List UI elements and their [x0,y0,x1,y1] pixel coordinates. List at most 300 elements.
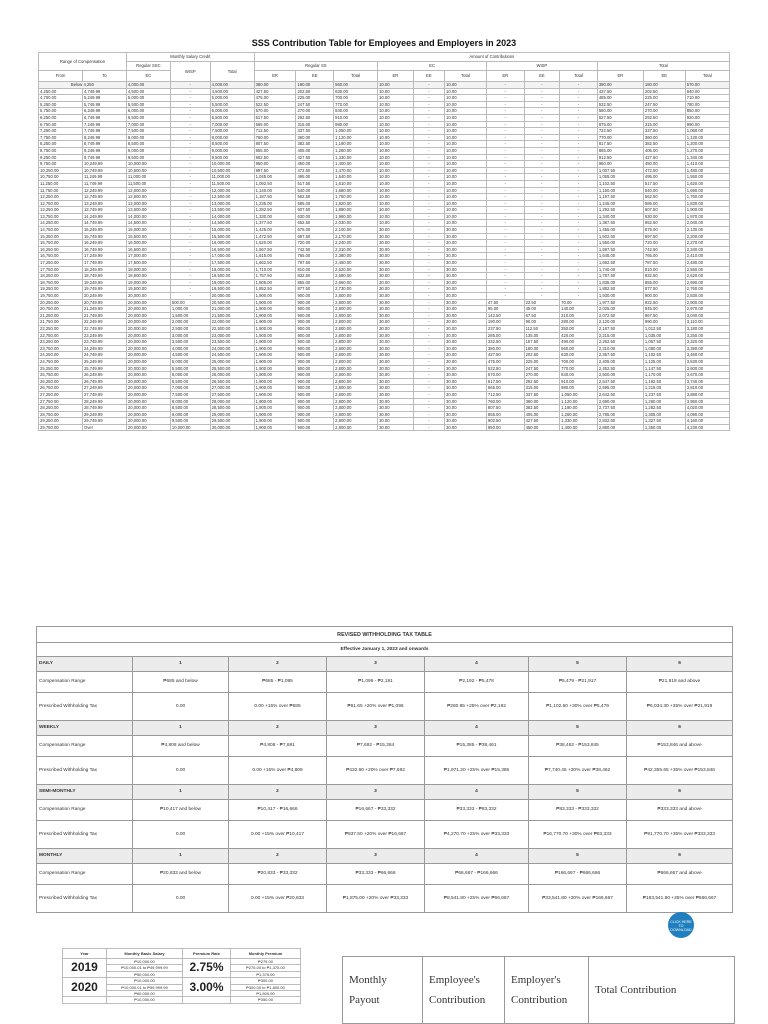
sss-cell: 540.00 [643,187,685,194]
compensation-range-label: Compensation Range [37,800,133,821]
sss-cell: 770.00 [597,134,643,141]
sss-cell: 29,749.99 [82,418,126,425]
sss-cell: 950.00 [486,424,524,431]
sss-cell: 1,852.50 [254,286,296,293]
sss-cell: 1,900.00 [254,391,296,398]
sss-cell: 540.00 [296,187,334,194]
sss-cell: 202.50 [524,352,560,359]
sss-cell: 10,000.00 [126,161,170,168]
sss-cell: - [560,88,598,95]
sss-cell: 10.00 [378,121,414,128]
sss-cell: 20,500.00 [210,299,254,306]
sss-cell: 10.00 [445,187,487,194]
compensation-range-cell: ₱5,479 - ₱21,917 [529,672,627,693]
header-ee: EE [296,71,334,82]
sss-cell: 17,000.00 [126,253,170,260]
sss-cell: - [486,260,524,267]
sss-cell: 1,882.50 [597,286,643,293]
sss-cell: 1,520.00 [254,240,296,247]
compensation-range-cell: ₱7,692 - ₱15,384 [327,736,425,757]
sss-cell: - [560,220,598,227]
sss-cell: 4,500.00 [126,88,170,95]
sss-cell: 2,785.00 [597,411,643,418]
sss-cell: 630.00 [643,213,685,220]
sss-cell: - [560,266,598,273]
philhealth-premium: ₱350.00 [231,997,301,1003]
sss-cell: 12,000.00 [126,187,170,194]
sss-cell: 30.00 [378,378,414,385]
pagibig-header: Total Contribution [589,957,735,1024]
sss-cell: - [486,194,524,201]
sss-cell: 2,167.50 [597,325,643,332]
sss-cell: - [560,121,598,128]
sss-cell: 1,410.00 [685,161,729,168]
sss-cell: 427.50 [486,352,524,359]
sss-cell: 1,080.00 [643,345,685,352]
sss-cell: 17,250.00 [39,260,83,267]
sss-cell: 20,000.00 [126,424,170,431]
sss-cell: 30.00 [445,391,487,398]
sss-cell: 1,120.00 [334,134,378,141]
sss-cell: 12,250.00 [39,194,83,201]
sss-cell: 13,750.00 [39,213,83,220]
sss-cell: 20,000.00 [126,378,170,385]
tax-bracket-number: 6 [627,785,733,800]
sss-cell: - [524,200,560,207]
sss-cell: 770.00 [560,365,598,372]
sss-cell: 1,500.00 [170,312,210,319]
tax-bracket-number: 1 [133,721,229,736]
withholding-tax-cell: ₱432.60 +20% over ₱7,692 [327,757,425,785]
sss-cell: 27,749.99 [82,391,126,398]
sss-cell: 12,749.99 [82,194,126,201]
sss-cell: 1,235.00 [254,200,296,207]
sss-table-row [39,391,730,398]
sss-cell: - [524,273,560,280]
sss-cell: 1,200.00 [685,141,729,148]
sss-cell: 855.00 [296,279,334,286]
sss-cell: 2,800.00 [334,398,378,405]
sss-table-row [39,114,730,121]
sss-cell: 30.00 [445,266,487,273]
sss-cell: 1,260.00 [643,398,685,405]
sss-cell: 1,900.00 [254,378,296,385]
sss-cell: - [560,194,598,201]
sss-cell: Below 4,250 [39,82,127,89]
sss-cell: 24,000.00 [210,345,254,352]
sss-cell: 6,000.00 [126,108,170,115]
sss-cell: 10.00 [445,82,487,89]
sss-table-row [39,365,730,372]
sss-cell: 770.00 [334,101,378,108]
sss-cell: - [486,233,524,240]
sss-cell: 10.00 [378,194,414,201]
sss-cell: 10,000.00 [170,424,210,431]
sss-cell: 270.00 [524,372,560,379]
withholding-tax-cell: ₱8,541.80 +25% over ₱66,667 [425,885,529,913]
sss-cell: 1,340.00 [597,213,643,220]
sss-cell: 700.00 [334,95,378,102]
sss-table-row [39,306,730,313]
sss-cell: 1,900.00 [254,319,296,326]
sss-cell: 13,000.00 [126,200,170,207]
sss-cell: 22.50 [524,299,560,306]
sss-cell: 12,750.00 [39,200,83,207]
sss-cell: 20,000.00 [126,372,170,379]
sss-cell: 13,000.00 [210,200,254,207]
tax-bracket-number: 3 [327,785,425,800]
sss-cell: 1,455.00 [597,227,643,234]
sss-cell: 28,249.99 [82,398,126,405]
philhealth-year: 2019 [63,959,107,978]
sss-cell: 3,040.00 [685,312,729,319]
sss-cell: 10.00 [378,174,414,181]
tax-bracket-number: 2 [229,849,327,864]
pagibig-table [342,956,735,1024]
sss-cell: 10.00 [378,88,414,95]
sss-cell: 30.00 [378,418,414,425]
philhealth-table [62,948,301,1004]
sss-cell: 7,000.00 [126,121,170,128]
sss-cell: 2,310.00 [334,246,378,253]
sss-cell: 18,250.00 [39,273,83,280]
sss-cell: - [170,233,210,240]
sss-cell: 9,249.99 [82,147,126,154]
sss-cell: 562.50 [296,194,334,201]
sss-cell: 20,000.00 [126,345,170,352]
sss-table-row [39,352,730,359]
sss-cell: 2,500.00 [597,372,643,379]
sss-cell: 10.00 [378,180,414,187]
sss-cell: 1,550.00 [685,174,729,181]
sss-cell: 24,249.99 [82,345,126,352]
sss-cell: 390.00 [597,82,643,89]
compensation-range-cell: ₱10,417 and below [133,800,229,821]
sss-cell: - [413,279,444,286]
sss-cell: - [413,253,444,260]
sss-cell: 19,000.00 [126,279,170,286]
sss-table-row [39,339,730,346]
sss-cell: 945.00 [643,306,685,313]
sss-cell: - [560,114,598,121]
header-ec-sub: EC [126,71,170,82]
sss-cell: 9,000.00 [126,147,170,154]
sss-table-title: SSS Contribution Table for Employees and Employers in 2023 [251,38,517,48]
sss-cell: 720.00 [643,240,685,247]
sss-cell: 2,120.00 [597,319,643,326]
sss-cell: 675.00 [643,227,685,234]
sss-cell: 1,130.00 [685,134,729,141]
sss-table-row [39,180,730,187]
sss-cell: 10.00 [378,167,414,174]
sss-cell: 30.00 [445,424,487,431]
sss-cell: - [413,372,444,379]
philhealth-rate [183,997,231,1003]
sss-cell: 1,820.00 [334,200,378,207]
sss-cell: 3,180.00 [685,325,729,332]
sss-cell: - [486,227,524,234]
sss-cell: 1,330.00 [334,154,378,161]
sss-cell: 22,750.00 [39,332,83,339]
sss-cell: 180.00 [643,82,685,89]
sss-cell: 4,000.00 [210,82,254,89]
sss-cell: 247.50 [643,101,685,108]
sss-cell: 28,750.00 [39,411,83,418]
sss-cell: - [413,339,444,346]
sss-cell: 15,000.00 [210,227,254,234]
sss-cell: 1,245.00 [597,200,643,207]
sss-table-row [39,121,730,128]
sss-cell: 1,292.50 [597,207,643,214]
sss-cell: 10.00 [378,207,414,214]
sss-cell: 1,425.00 [254,227,296,234]
sss-cell: 29,250.00 [39,418,83,425]
sss-cell: 17,500.00 [210,260,254,267]
sss-cell: - [413,306,444,313]
sss-cell: 3,390.00 [685,345,729,352]
sss-cell: - [413,114,444,121]
sss-cell: 30.00 [378,299,414,306]
withholding-tax-panel [36,626,733,913]
sss-cell: 1,645.00 [597,253,643,260]
sss-table-row [39,319,730,326]
sss-cell: 1,977.50 [597,299,643,306]
header-total: Total [334,71,378,82]
sss-cell: 337.50 [524,391,560,398]
sss-cell: 1,330.00 [560,418,598,425]
sss-cell: 1,750.00 [334,194,378,201]
sss-cell: 1,900.00 [254,299,296,306]
sss-cell: - [524,101,560,108]
sss-cell: 10.00 [378,82,414,89]
sss-cell: 810.00 [643,266,685,273]
sss-cell: 900.00 [296,424,334,431]
sss-cell: 3,810.00 [685,385,729,392]
sss-cell: 2,340.00 [685,246,729,253]
sss-cell: - [524,114,560,121]
sss-cell: - [170,260,210,267]
sss-cell: 25,249.99 [82,358,126,365]
sss-cell: 570.00 [254,108,296,115]
compensation-range-cell: ₱83,333 - ₱333,332 [529,800,627,821]
sss-cell: 12,500.00 [126,194,170,201]
compensation-range-row [37,672,733,693]
sss-cell: 8,250.00 [39,141,83,148]
tax-period-name: WEEKLY [37,721,133,736]
sss-cell: 2,000.00 [170,319,210,326]
sss-cell: - [560,108,598,115]
sss-cell: 420.00 [560,332,598,339]
sss-cell: 20,249.99 [82,293,126,300]
tax-period-row [37,721,733,736]
sss-table-row [39,398,730,405]
sss-cell: 652.50 [296,220,334,227]
sss-cell: 900.00 [296,306,334,313]
sss-cell: 30.00 [445,286,487,293]
sss-cell: - [413,207,444,214]
sss-table-row [39,411,730,418]
tax-bracket-number: 5 [529,657,627,672]
sss-cell: 20,000.00 [126,293,170,300]
sss-cell: - [170,279,210,286]
sss-cell: 1,900.00 [254,358,296,365]
sss-cell: 18,500.00 [126,273,170,280]
sss-cell: 16,249.99 [82,240,126,247]
sss-table-row [39,273,730,280]
sss-cell: - [413,161,444,168]
sss-cell: 2,130.00 [685,227,729,234]
sss-cell: 30.00 [378,411,414,418]
sss-cell: 490.00 [560,339,598,346]
tax-period-row [37,849,733,864]
sss-cell: - [413,378,444,385]
sss-cell: - [524,147,560,154]
sss-cell: 20,000.00 [210,293,254,300]
sss-cell: 902.50 [486,418,524,425]
sss-cell: 28,250.00 [39,405,83,412]
sss-table-row [39,372,730,379]
sss-cell: 450.00 [524,424,560,431]
sss-cell: - [413,95,444,102]
sss-cell: 4,500.00 [170,352,210,359]
sss-cell: 30.00 [445,227,487,234]
sss-cell: 13,500.00 [126,207,170,214]
sss-cell: 675.00 [296,227,334,234]
sss-cell: - [170,207,210,214]
sss-cell: 8,000.00 [170,398,210,405]
sss-cell: 142.50 [486,312,524,319]
compensation-range-cell: ₱15,385 - ₱38,461 [425,736,529,757]
header-from: From [39,71,83,82]
header-ee: EE [643,71,685,82]
sss-cell: 22,500.00 [210,325,254,332]
sss-cell: - [170,273,210,280]
sss-cell: 427.50 [254,88,296,95]
sss-cell: 30.00 [445,411,487,418]
sss-cell: - [486,200,524,207]
sss-cell: - [170,128,210,135]
sss-cell: 10.00 [445,108,487,115]
sss-cell: 2,310.00 [597,345,643,352]
philhealth-salary: ₱10,000.00 [107,997,183,1003]
sss-cell: 405.00 [524,411,560,418]
philhealth-rate: 2.75% [183,959,231,978]
sss-cell: 5,000.00 [170,358,210,365]
sss-cell: - [560,207,598,214]
sss-cell: - [170,134,210,141]
sss-cell: 627.50 [597,114,643,121]
sss-cell: - [486,273,524,280]
sss-cell: 225.00 [296,95,334,102]
sss-cell: 6,500.00 [126,114,170,121]
compensation-range-cell: ₱4,808 - ₱7,691 [229,736,327,757]
sss-cell: 2,480.00 [685,260,729,267]
sss-cell: 21,249.99 [82,306,126,313]
sss-cell: 95.00 [486,306,524,313]
sss-cell: 25,500.00 [210,365,254,372]
sss-cell: - [524,161,560,168]
sss-cell: 2,800.00 [334,411,378,418]
sss-cell: 2,800.00 [334,385,378,392]
sss-cell: - [170,246,210,253]
tax-bracket-number: 4 [425,849,529,864]
sss-cell: - [170,88,210,95]
sss-cell: - [413,147,444,154]
philhealth-row [63,997,301,1003]
sss-cell: 720.00 [296,240,334,247]
sss-cell: - [413,227,444,234]
sss-cell: 585.00 [296,200,334,207]
sss-cell: 11,000.00 [126,174,170,181]
sss-cell: - [170,286,210,293]
sss-table-row [39,279,730,286]
sss-table-row [39,312,730,319]
sss-cell: 1,900.00 [254,293,296,300]
sss-cell: 840.00 [560,372,598,379]
sss-cell: 980.00 [560,385,598,392]
sss-cell: 1,260.00 [334,147,378,154]
sss-cell: - [413,154,444,161]
sss-cell: 607.50 [296,207,334,214]
sss-cell: 1,690.00 [685,187,729,194]
sss-cell: 2,737.50 [597,405,643,412]
sss-cell: 2,660.00 [334,279,378,286]
sss-cell: - [524,167,560,174]
tax-period-name: DAILY [37,657,133,672]
sss-cell: 11,500.00 [126,180,170,187]
sss-cell: 10.00 [445,88,487,95]
sss-cell: 20,250.00 [39,299,83,306]
sss-cell: 15,249.99 [82,227,126,234]
withholding-tax-cell: ₱937.50 +20% over ₱16,667 [327,821,425,849]
sss-cell: 5,749.99 [82,101,126,108]
philhealth-header: Monthly Basic Salary [107,949,183,959]
sss-cell: 1,050.00 [334,128,378,135]
sss-cell: 900.00 [296,365,334,372]
sss-cell: 855.00 [254,147,296,154]
sss-cell: 8,000.00 [126,134,170,141]
sss-cell: 427.50 [524,418,560,425]
sss-cell: 22,000.00 [210,319,254,326]
sss-cell: 1,890.00 [334,207,378,214]
sss-cell: 1,190.00 [334,141,378,148]
sss-cell: 710.00 [685,95,729,102]
download-badge[interactable]: CLICK HERE TO DOWNLOAD [668,912,694,938]
sss-cell: - [560,187,598,194]
sss-cell: - [524,180,560,187]
sss-table-row [39,385,730,392]
sss-cell: 285.00 [486,332,524,339]
header-wisp-amount: WISP [486,62,597,71]
sss-cell: 6,750.00 [39,121,83,128]
withholding-tax-cell: ₱33,541.80 +30% over ₱166,667 [529,885,627,913]
compensation-range-cell: ₱685 - ₱1,095 [229,672,327,693]
sss-cell: 532.50 [597,101,643,108]
sss-cell: 1,197.50 [597,194,643,201]
sss-cell: 30.00 [445,260,487,267]
sss-cell: - [486,134,524,141]
sss-cell: 180.00 [524,345,560,352]
sss-cell: 4,749.99 [82,88,126,95]
sss-cell: 25,750.00 [39,372,83,379]
sss-cell: 22,250.00 [39,325,83,332]
sss-cell: 1,805.00 [254,279,296,286]
sss-cell: 2,690.00 [685,279,729,286]
sss-cell: - [524,213,560,220]
sss-cell: 14,500.00 [210,220,254,227]
withholding-tax-cell: ₱183,541.80 +35% over ₱666,667 [627,885,733,913]
sss-cell: 3,670.00 [685,372,729,379]
